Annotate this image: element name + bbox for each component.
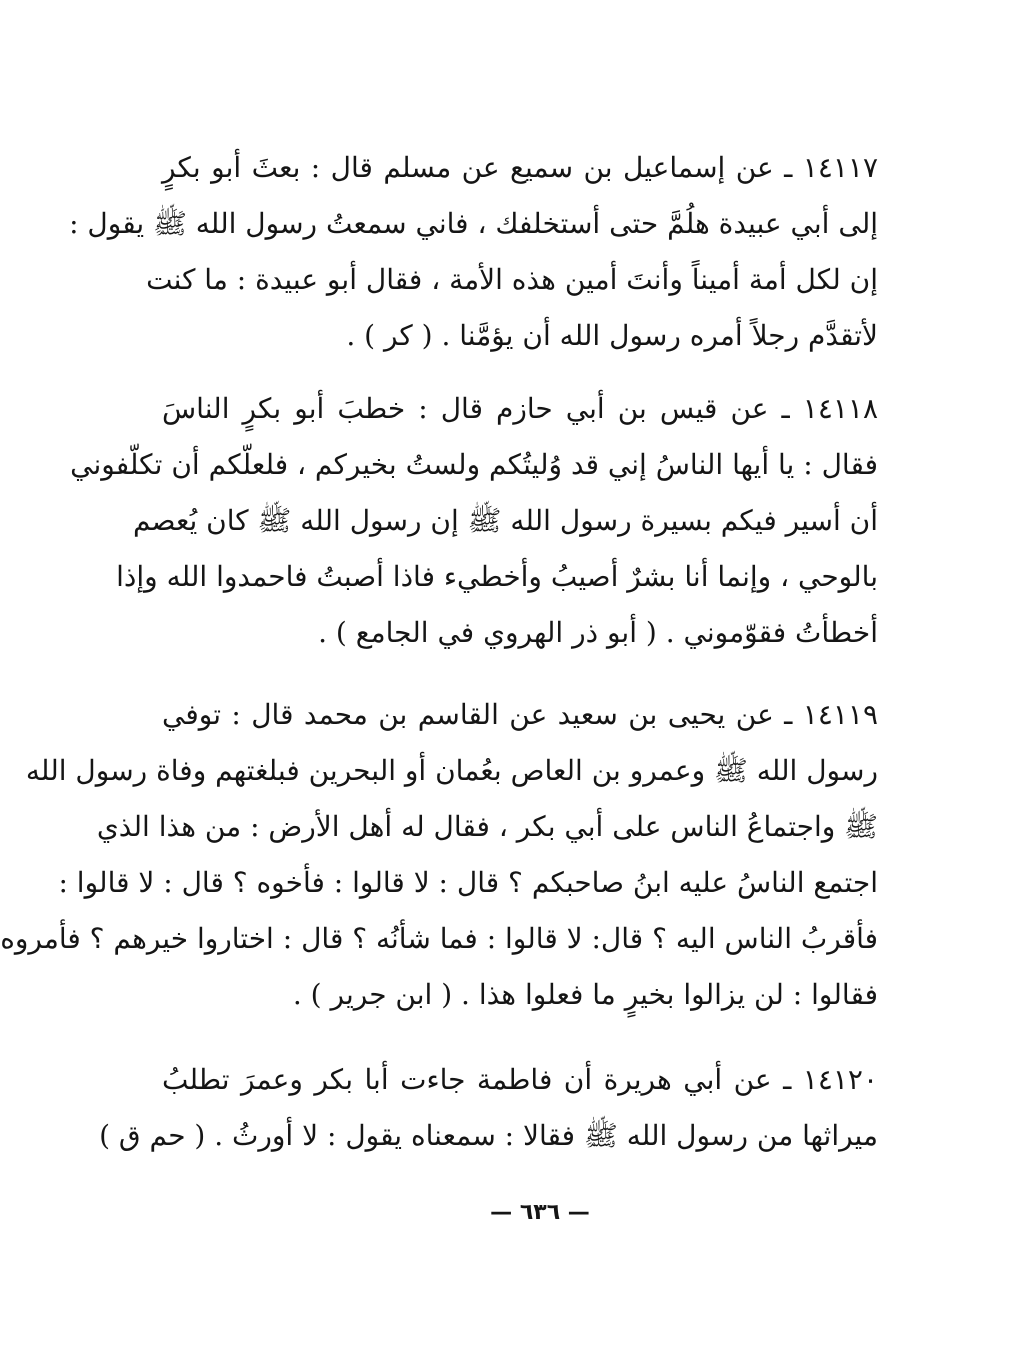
hadith-line: اجتمع الناسُ عليه ابنُ صاحبكم ؟ قال : لا قالوا : فأخوه ؟ قال : لا قالوا : — [58, 866, 878, 899]
hadith-line: ١٤١٢٠ ـ عن أبي هريرة أن فاطمة جاءت أبا بكر وعمرَ تطلبُ — [162, 1063, 878, 1096]
hadith-line: ﷺ واجتماعُ الناس على أبي بكر ، فقال له أهل الأرض : من هذا الذي — [96, 810, 878, 843]
hadith-line: ميراثها من رسول الله ﷺ فقالا : سمعناه يقول : لا أورثُ . ( حم ق ) — [99, 1119, 878, 1152]
hadith-14120 — [99, 1052, 878, 1164]
hadith-line: فقالوا : لن يزالوا بخيرٍ ما فعلوا هذا . ( ابن جرير ) . — [292, 978, 878, 1011]
hadith-line: فأقربُ الناس اليه ؟ قال: لا قالوا : فما شأنُه ؟ قال : اختاروا خيرهم ؟ فأمروه — [0, 922, 878, 955]
hadith-line: أن أسير فيكم بسيرة رسول الله ﷺ إن رسول الله ﷺ كان يُعصم — [133, 504, 878, 537]
hadith-line: ١٤١١٨ ـ عن قيس بن أبي حازم قال : خطبَ أبو بكرٍ الناسَ — [162, 392, 878, 425]
hadith-line: أخطأتُ فقوّموني . ( أبو ذر الهروي في الجامع ) . — [318, 616, 878, 649]
hadith-line: لأتقدَّم رجلاً أمره رسول الله أن يؤمَّنا . ( كر ) . — [346, 319, 878, 352]
hadith-line: فقال : يا أيها الناسُ إني قد وُليتُكم ولستُ بخيركم ، فلعلّكم أن تكلّفوني — [70, 448, 878, 481]
hadith-line: ١٤١١٧ ـ عن إسماعيل بن سميع عن مسلم قال : بعثَ أبو بكرٍ — [162, 151, 878, 184]
hadith-line: إلى أبي عبيدة هلُمَّ حتى أستخلفك ، فاني سمعتُ رسول الله ﷺ يقول : — [69, 207, 878, 240]
hadith-line: إن لكل أمة أميناً وأنتَ أمين هذه الأمة ، فقال أبو عبيدة : ما كنت — [146, 263, 878, 296]
hadith-14118 — [70, 381, 878, 661]
hadith-line: ١٤١١٩ ـ عن يحيى بن سعيد عن القاسم بن محمد قال : توفي — [162, 698, 878, 731]
hadith-line: بالوحي ، وإنما أنا بشرٌ أصيبُ وأخطيء فاذا أصبتُ فاحمدوا الله وإذا — [116, 560, 878, 593]
hadith-line: رسول الله ﷺ وعمرو بن العاص بعُمان أو البحرين فبلغتهم وفاة رسول الله — [25, 754, 878, 787]
page-number: — ٦٣٦ — — [490, 1200, 590, 1225]
hadith-14117 — [69, 140, 878, 364]
hadith-14119 — [0, 687, 878, 1023]
